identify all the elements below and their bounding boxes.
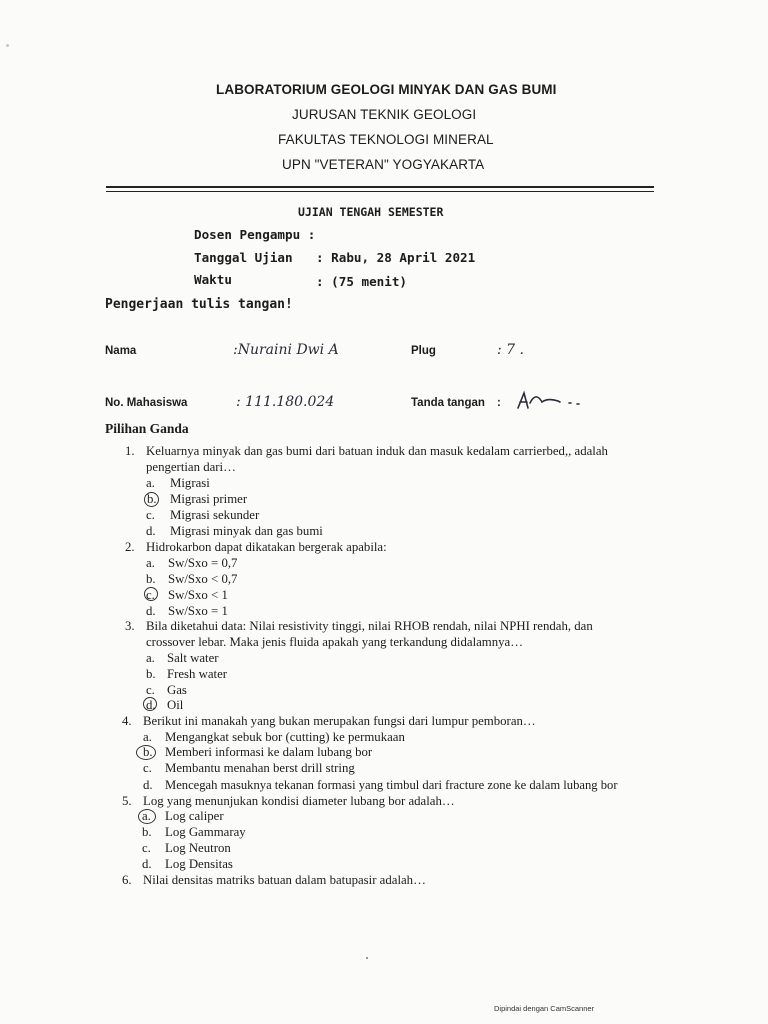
option-text[interactable]: Gas — [167, 683, 187, 697]
question-text-line: Hidrokarbon dapat dikatakan bergerak apabila: — [146, 540, 387, 554]
option-text[interactable]: Log caliper — [165, 809, 224, 823]
handwritten-signature — [514, 390, 594, 412]
option-text[interactable]: Migrasi sekunder — [170, 508, 260, 522]
name-handwritten-value: :Nuraini Dwi A — [233, 342, 339, 358]
option-text[interactable]: Membantu menahan berst drill string — [165, 761, 355, 775]
option-text[interactable]: Migrasi — [170, 476, 210, 490]
option-text[interactable]: Sw/Sxo < 1 — [168, 588, 228, 602]
option-letter: b. — [143, 745, 153, 759]
option-letter: d. — [143, 778, 153, 792]
header-rule-thick — [106, 186, 654, 188]
option-letter: a. — [142, 809, 151, 823]
option-text[interactable]: Memberi informasi ke dalam lubang bor — [165, 745, 373, 759]
question-text-line: Berikut ini manakah yang bukan merupakan fungsi dari lumpur pemboran… — [143, 714, 536, 728]
option-text[interactable]: Salt water — [167, 651, 219, 665]
option-text[interactable]: Sw/Sxo < 0,7 — [168, 572, 238, 586]
option-letter: d. — [146, 524, 156, 538]
header-rule-thin — [106, 191, 654, 192]
option-letter: a. — [146, 556, 155, 570]
option-text[interactable]: Mencegah masuknya tekanan formasi yang timbul dari fracture zone ke dalam lubang bor — [165, 778, 618, 792]
option-letter: c. — [146, 508, 155, 522]
option-letter: a. — [146, 651, 155, 665]
option-letter: c. — [146, 588, 155, 602]
signature-label: Tanda tangan — [411, 397, 485, 409]
section-title: Pilihan Ganda — [105, 421, 189, 436]
option-text[interactable]: Migrasi primer — [170, 492, 248, 506]
option-letter: c. — [143, 761, 152, 775]
option-text[interactable]: Sw/Sxo = 1 — [168, 604, 228, 618]
question-text-line: Keluarnya minyak dan gas bumi dari batuan induk dan masuk kedalam carrierbed,, adalah — [146, 444, 608, 458]
question-text-line: Log yang menunjukan kondisi diameter lubang bor adalah… — [143, 794, 455, 808]
instruction-text: Pengerjaan tulis tangan! — [105, 297, 293, 312]
question-number: 4. — [122, 714, 132, 728]
exam-title: UJIAN TENGAH SEMESTER — [298, 205, 444, 219]
option-text[interactable]: Log Neutron — [165, 841, 231, 855]
university-name: UPN "VETERAN" YOGYAKARTA — [282, 157, 485, 172]
department-name: JURUSAN TEKNIK GEOLOGI — [292, 107, 477, 122]
option-letter: a. — [143, 730, 152, 744]
option-letter: b. — [146, 667, 156, 681]
student-number-handwritten-value: : 111.180.024 — [236, 394, 335, 410]
option-letter: d. — [146, 698, 156, 712]
option-letter: b. — [142, 825, 152, 839]
question-text-line: Nilai densitas matriks batuan dalam batupasir adalah… — [143, 873, 426, 887]
scanner-watermark: Dipindai dengan CamScanner — [494, 1004, 595, 1013]
lab-name: LABORATORIUM GEOLOGI MINYAK DAN GAS BUMI — [216, 82, 557, 97]
lecturer-label: Dosen Pengampu : — [194, 227, 316, 242]
exam-time-label: Waktu — [194, 272, 232, 287]
exam-date-label: Tanggal Ujian — [194, 250, 293, 265]
plug-handwritten-value: : 7 . — [497, 342, 524, 358]
question-text-line: crossover lebar. Maka jenis fluida apakah yang terkandung didalamnya… — [146, 635, 524, 649]
option-letter: c. — [146, 683, 155, 697]
signature-colon: : — [497, 397, 501, 409]
question-text-line: Bila diketahui data: Nilai resistivity tinggi, nilai RHOB rendah, nilai NPHI rendah, dan — [146, 619, 593, 633]
option-letter: b. — [146, 572, 156, 586]
option-letter: d. — [142, 857, 152, 871]
option-text[interactable]: Log Densitas — [165, 857, 233, 871]
question-number: 3. — [125, 619, 135, 633]
option-letter: a. — [146, 476, 155, 490]
exam-date-value: : Rabu, 28 April 2021 — [316, 250, 476, 265]
scan-speck — [366, 957, 368, 959]
option-text[interactable]: Mengangkat sebuk bor (cutting) ke permukaan — [165, 730, 405, 744]
question-number: 6. — [122, 873, 132, 887]
faculty-name: FAKULTAS TEKNOLOGI MINERAL — [278, 132, 494, 147]
option-text[interactable]: Sw/Sxo = 0,7 — [168, 556, 238, 570]
student-number-label: No. Mahasiswa — [105, 397, 188, 409]
option-text[interactable]: Fresh water — [167, 667, 228, 681]
question-number: 2. — [125, 540, 135, 554]
exam-time-value: : (75 menit) — [316, 274, 407, 289]
plug-label: Plug — [411, 345, 436, 357]
question-number: 5. — [122, 794, 132, 808]
option-text[interactable]: Migrasi minyak dan gas bumi — [170, 524, 323, 538]
option-letter: c. — [142, 841, 151, 855]
question-number: 1. — [125, 444, 135, 458]
option-text[interactable]: Oil — [167, 698, 184, 712]
option-letter: d. — [146, 604, 156, 618]
option-letter: b. — [147, 492, 157, 506]
option-text[interactable]: Log Gammaray — [165, 825, 246, 839]
name-label: Nama — [105, 345, 137, 357]
question-text-line: pengertian dari… — [146, 460, 236, 474]
scan-speck — [6, 44, 9, 47]
